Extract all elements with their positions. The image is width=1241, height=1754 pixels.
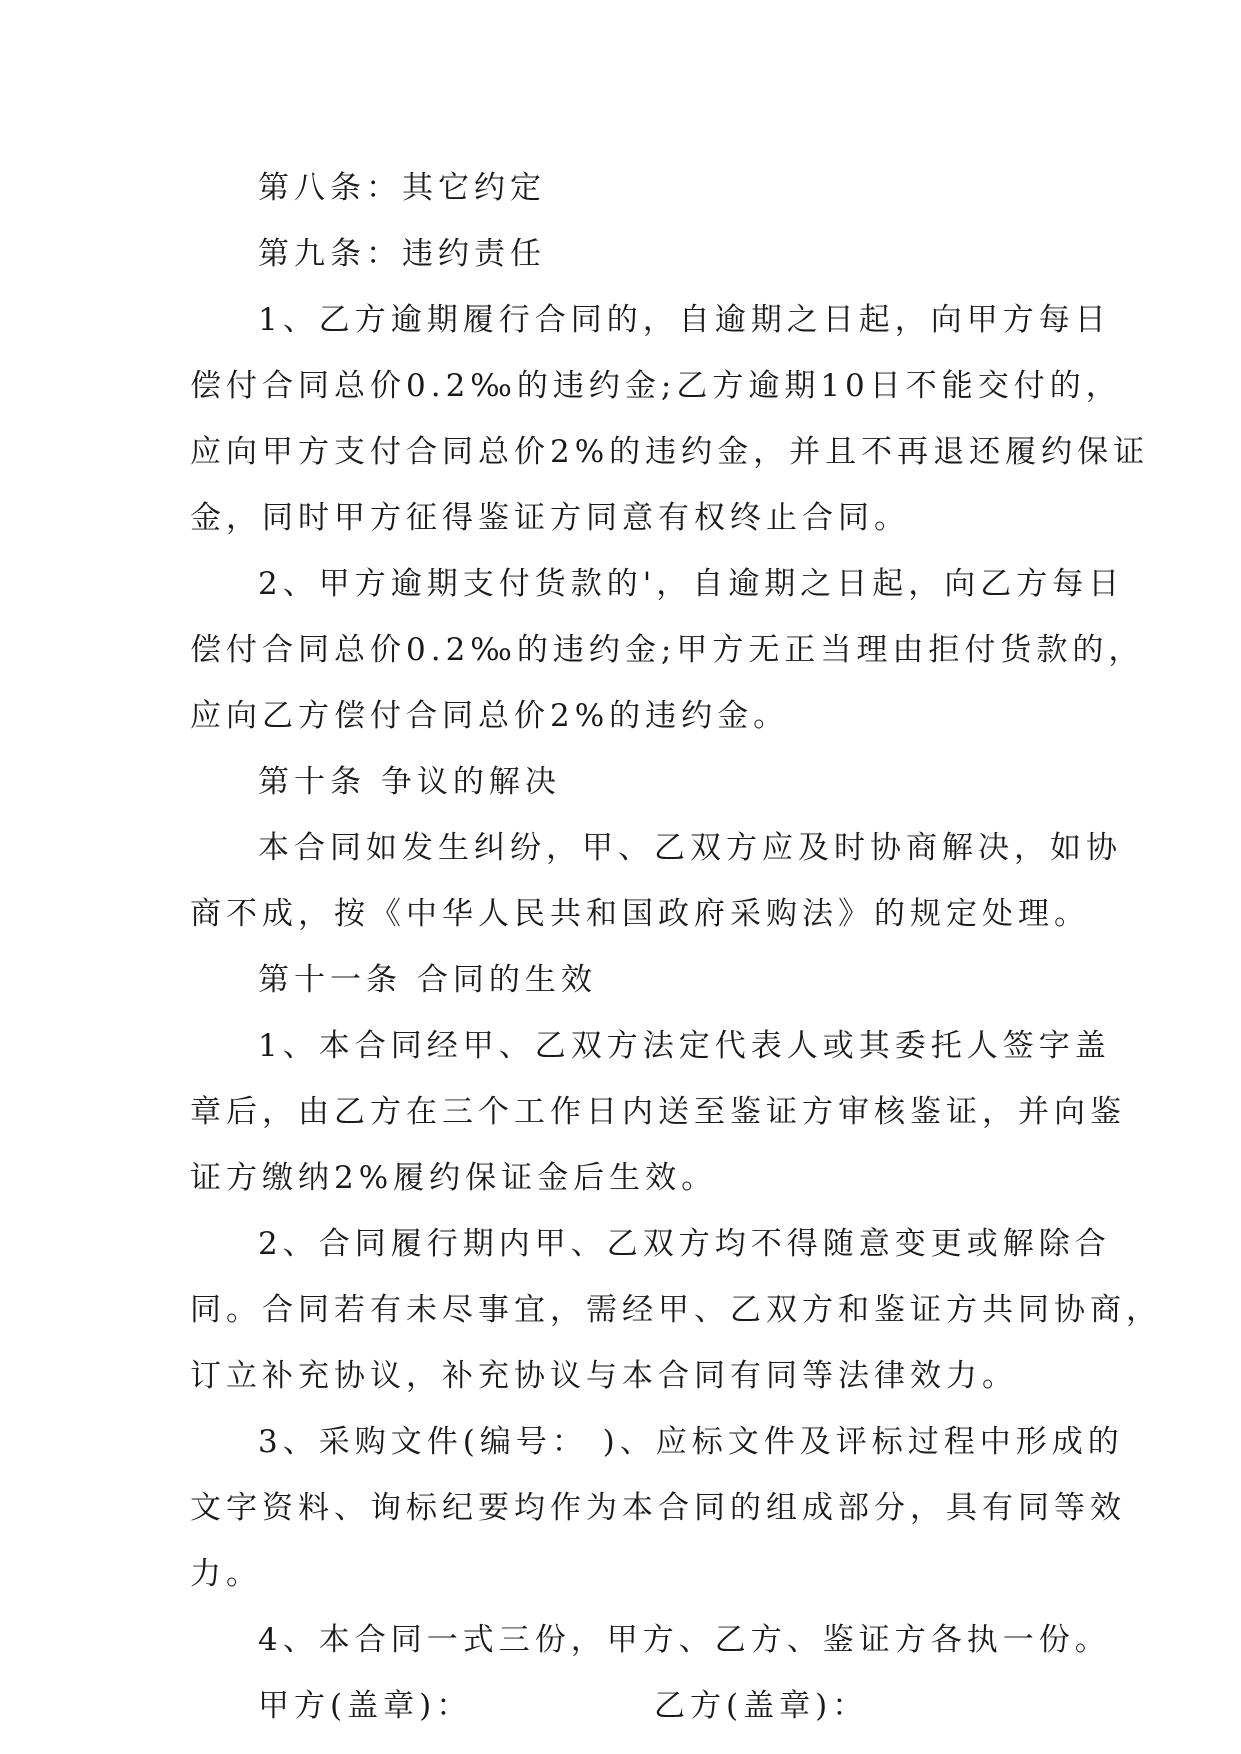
paragraph-line: 应向乙方偿付合同总价2%的违约金。 <box>190 698 790 734</box>
party-a-seal-label: 甲方(盖章)： <box>258 1688 473 1724</box>
paragraph-line: 同。合同若有未尽事宜，需经甲、乙双方和鉴证方共同协商， <box>190 1292 1162 1328</box>
paragraph-line: 文字资料、询标纪要均作为本合同的组成部分，具有同等效 <box>190 1490 1126 1526</box>
paragraph-line: 力。 <box>190 1556 262 1592</box>
paragraph-line: 本合同如发生纠纷，甲、乙双方应及时协商解决，如协 <box>258 830 1122 866</box>
paragraph-line: 1、本合同经甲、乙双方法定代表人或其委托人签字盖 <box>258 1028 1111 1064</box>
contract-page <box>190 155 1162 1739</box>
paragraph-line: 应向甲方支付合同总价2%的违约金，并且不再退还履约保证 <box>190 434 1150 470</box>
paragraph-line: 偿付合同总价0.2‰的违约金;甲方无正当理由拒付货款的， <box>190 632 1145 668</box>
paragraph-line: 订立补充协议，补充协议与本合同有同等法律效力。 <box>190 1358 1018 1394</box>
paragraph-line: 1、乙方逾期履行合同的，自逾期之日起，向甲方每日 <box>258 302 1111 338</box>
article-11-heading: 第十一条 合同的生效 <box>258 962 597 998</box>
party-b-seal-label: 乙方(盖章)： <box>654 1688 869 1724</box>
paragraph-line: 章后，由乙方在三个工作日内送至鉴证方审核鉴证，并向鉴 <box>190 1094 1126 1130</box>
paragraph-line: 偿付合同总价0.2‰的违约金;乙方逾期10日不能交付的， <box>190 368 1122 404</box>
paragraph-line: 4、本合同一式三份，甲方、乙方、鉴证方各执一份。 <box>258 1622 1111 1658</box>
paragraph-line: 2、合同履行期内甲、乙双方均不得随意变更或解除合 <box>258 1226 1111 1262</box>
paragraph-line: 证方缴纳2%履约保证金后生效。 <box>190 1160 718 1196</box>
paragraph-line: 金，同时甲方征得鉴证方同意有权终止合同。 <box>190 500 910 536</box>
article-8-heading: 第八条：其它约定 <box>258 170 546 206</box>
article-10-heading: 第十条 争议的解决 <box>258 764 561 800</box>
article-9-heading: 第九条：违约责任 <box>258 236 546 272</box>
paragraph-line: 3、采购文件(编号： )、应标文件及评标过程中形成的 <box>258 1424 1124 1460</box>
paragraph-line: 商不成，按《中华人民共和国政府采购法》的规定处理。 <box>190 896 1090 932</box>
signature-row <box>190 1673 1062 1739</box>
paragraph-line: 2、甲方逾期支付货款的'，自逾期之日起，向乙方每日 <box>258 566 1125 602</box>
